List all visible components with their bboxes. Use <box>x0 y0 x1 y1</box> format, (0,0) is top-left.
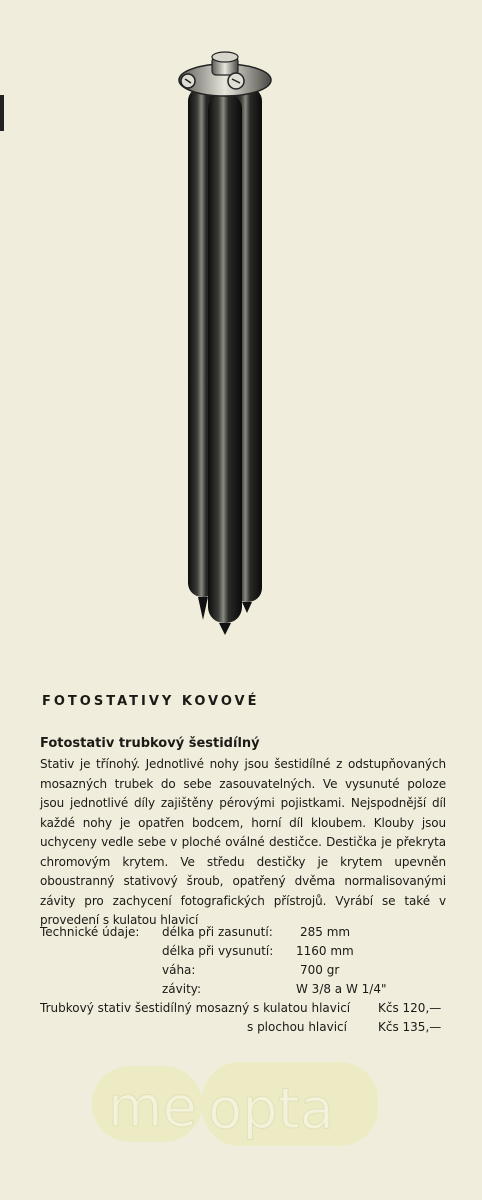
leg-spike-center <box>219 623 231 635</box>
price-value: Kčs 135,— <box>378 1020 442 1034</box>
price-value: Kčs 120,— <box>378 1001 442 1015</box>
spec-name: délka při zasunutí: <box>162 925 273 939</box>
price-item: s plochou hlavicí <box>247 1020 347 1034</box>
spec-name: váha: <box>162 963 196 977</box>
edge-mark <box>0 95 4 131</box>
product-title: Fotostativ trubkový šestidílný <box>40 736 260 751</box>
logo-text-part2: opta <box>208 1077 335 1142</box>
spec-value: 700 gr <box>300 963 340 977</box>
tech-specs-label: Technické údaje: <box>40 925 140 939</box>
logo-text-part1: me <box>108 1075 198 1140</box>
product-description: Stativ je třínohý. Jednotlivé nohy jsou šestidílné z odstupňovaných mosazných trubek do sebe zasouvatelných. Ve vysunuté poloze jsou jednotlivé díly zajištěny pérovými pojistkami. Nejspodnější díl každé nohy je opatřen bodcem, horní díl kloubem. Klouby jsou uchyceny vedle sebe v ploché oválné destičce. Destička je překryta chromovým krytem. Ve středu destičky je krytem upevněn oboustranný stativový šroub, opatřený dvěma normalisovanými závity pro zachycení fotografických přístrojů. Vyrábí se také v provedení s kulatou hlavicí <box>40 757 446 927</box>
page-title: FOTOSTATIVY KOVOVÉ <box>42 694 260 709</box>
spec-name: závity: <box>162 982 202 996</box>
spec-value: W 3/8 a W 1/4" <box>296 982 387 996</box>
leg-spike-right <box>242 602 252 613</box>
spec-value: 285 mm <box>300 925 351 939</box>
tripod-illustration <box>160 35 290 645</box>
leg-spike-left <box>198 597 208 620</box>
spec-name: délka při vysunutí: <box>162 944 274 958</box>
tripod-leg-center <box>208 93 242 623</box>
meopta-logo <box>90 1058 380 1150</box>
spec-value: 1160 mm <box>296 944 354 958</box>
price-item: Trubkový stativ šestidílný mosazný s kulatou hlavicí <box>40 1001 351 1015</box>
